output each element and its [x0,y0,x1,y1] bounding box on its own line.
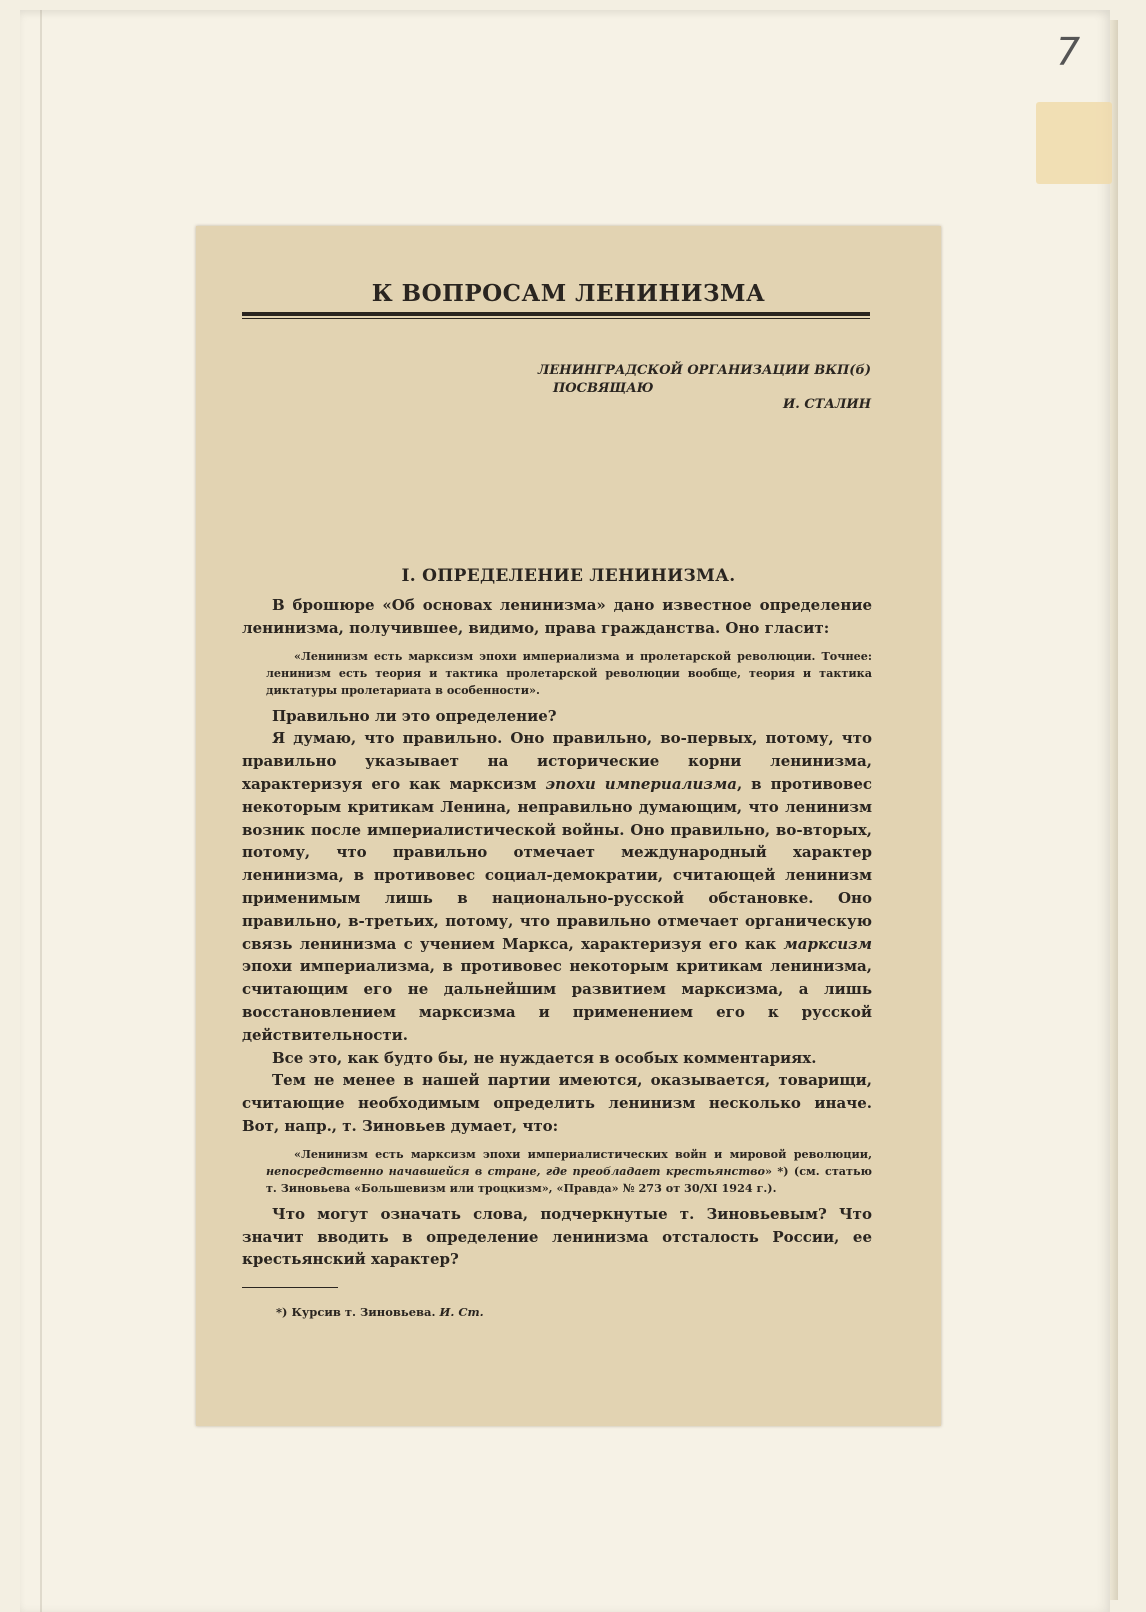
headline-rule-thin [242,318,870,319]
quote-2-emphasis: непосредственно начавшейся в стране, где преобладает крестьянство [266,1163,765,1178]
dedication-line-2: ПОСВЯЩАЮ [553,381,654,396]
paragraph-5: Тем не менее в нашей партии имеются, оказывается, товарищи, считающие необходимым определить ленинизм несколько иначе. Вот, напр., т. Зиновьев думает, что: [242,1071,872,1135]
newspaper-clipping [196,226,941,1426]
paragraph-6: Что могут означать слова, подчеркнутые т. Зиновьевым? Что значит вводить в определение ленинизма отсталость России, ее крестьянский характер? [242,1204,872,1269]
headline: К ВОПРОСАМ ЛЕНИНИЗМА [371,280,766,307]
paragraph-3-emphasis-2: марксизм [783,934,872,953]
footnote [242,1304,872,1320]
section-title: I. ОПРЕДЕЛЕНИЕ ЛЕНИНИЗМА. [401,566,736,586]
tape-mark [1036,102,1112,184]
dedication-line-1: ЛЕНИНГРАДСКОЙ ОРГАНИЗАЦИИ ВКП(б) [537,363,871,378]
paragraph-3 [242,727,872,1046]
paragraph-3-part-c: эпохи империализма, в противовес некоторым критикам ленинизма, считающим его не дальнейшим развитием марксизма, а лишь восстановлением марксизма и применением его к русской действительности. [242,957,872,1044]
backing-fold-line [40,10,42,1612]
quote-2-part-a: «Ленинизм есть марксизм эпохи империалистических войн и мировой революции, [294,1146,872,1161]
dedication [451,362,871,414]
paragraph-3-emphasis-1: эпохи империализма [545,774,737,793]
paragraph-3-part-b: , в противовес некоторым критикам Ленина, неправильно думающим, что ленинизм возник после империалистической войны. Оно правильно, во-вторых, потому, что правильно отмечает международный характер ленинизма, в противовес социал-демократии, считающей ленинизм применимым лишь в национально-русской обстановке. Оно правильно, в-третьих, потому, что правильно отмечает органическую связь ленинизма с учением Маркса, характеризуя его как [242,774,873,953]
article-body [242,594,872,1320]
paragraph-1: В брошюре «Об основах ленинизма» дано известное определение ленинизма, получившее, видимо, права гражданства. Оно гласит: [242,596,872,637]
dedication-signature: И. СТАЛИН [782,397,871,412]
footnote-initials: И. Ст. [439,1305,484,1320]
footnote-text: *) Курсив т. Зиновьева. [276,1305,440,1320]
paragraph-4: Все это, как будто бы, не нуждается в особых комментариях. [272,1048,817,1067]
quote-2-part-b: » *) (см. статью т. Зиновьева «Большевизм или троцкизм», «Правда» № 273 от 30/XI 1924 г.). [266,1163,873,1195]
folio-number: 7 [1056,30,1081,74]
footnote-rule [242,1287,338,1288]
paragraph-2: Правильно ли это определение? [272,706,557,725]
paragraph-3-part-a: Я думаю, что правильно. Оно правильно, во-первых, потому, что правильно указывает на исторические корни ленинизма, характеризуя его как марксизм [242,729,872,793]
headline-rule-thick [242,312,870,316]
page-edge [1110,20,1118,1600]
quote-1: «Ленинизм есть марксизм эпохи империализма и пролетарской революции. Точнее: ленинизм есть теория и тактика пролетарской революции вообще, теория и тактика диктатуры пролетариата в особенности». [266,648,872,697]
quote-2 [266,1146,872,1197]
